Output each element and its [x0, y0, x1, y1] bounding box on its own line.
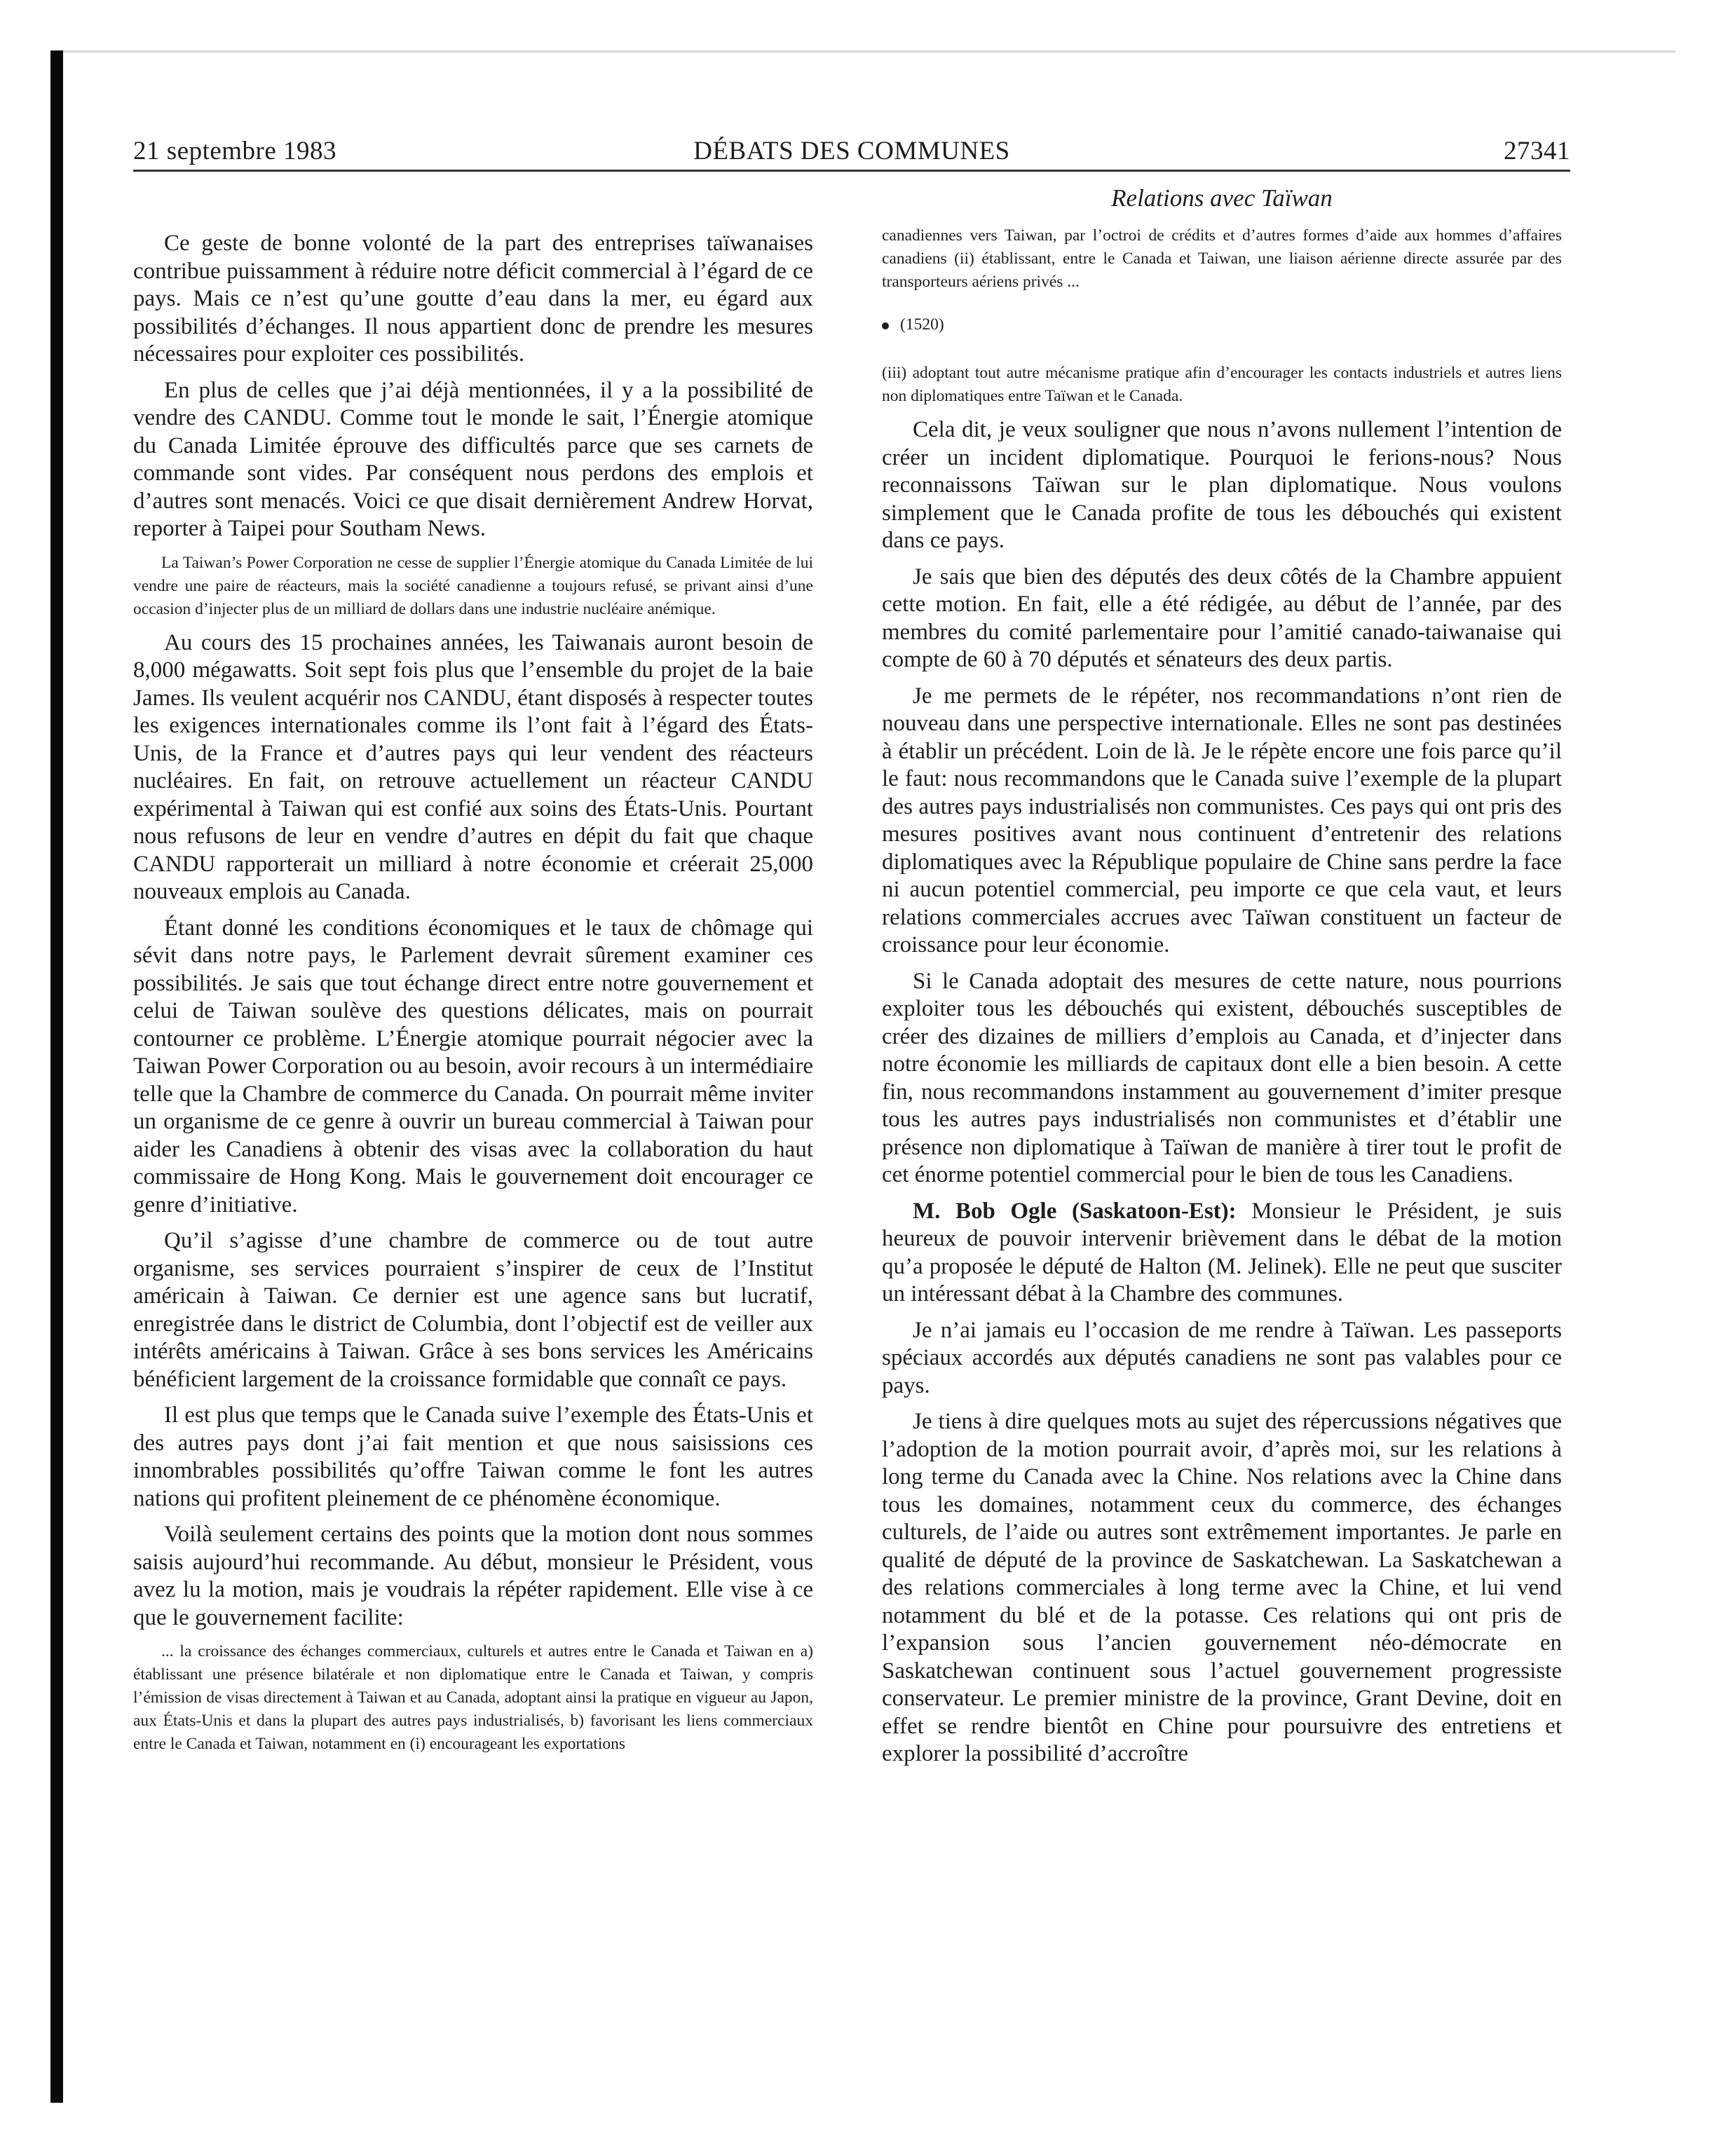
paragraph: Voilà seulement certains des points que la motion dont nous sommes saisis aujourd’hui recommande. Au début, monsieur le Président, vous avez lu la motion, mais je voudrais la répéter rapidement. Elle vise à ce que le gouvernement facilite: [133, 1522, 813, 1630]
paragraph: En plus de celles que j’ai déjà mentionnées, il y a la possibilité de vendre des CANDU. Comme tout le monde le sait, l’Énergie atomique du Canada Limitée éprouve des difficultés parce que ses carnets de commande sont vides. Par conséquent nous perdons des emplois et d’autres sont menacés. Voici ce que disait dernièrement Andrew Horvat, reporter à Taipei pour Southam News. [133, 377, 813, 541]
section-title: Relations avec Taïwan [1111, 184, 1333, 212]
speaker-name: M. Bob Ogle [913, 1198, 1057, 1224]
running-head [133, 133, 1570, 170]
time-stamp [882, 313, 1562, 336]
quotation: La Taiwan’s Power Corporation ne cesse de supplier l’Énergie atomique du Canada Limitée de lui vendre une paire de réacteurs, mais la société canadienne a toujours refusé, se privant ainsi d’une occasion d’injecter plus de un milliard de dollars dans une industrie nucléaire anémique. [133, 553, 813, 618]
document-page [133, 126, 1570, 2117]
motion-quotation-continued: canadiennes vers Taiwan, par l’octroi de crédits et d’autres formes d’aide aux hommes d’affaires canadiens (ii) établissant, entre le Canada et Taiwan, une liaison aérienne directe assurée par des transporteurs aériens privés ... [882, 226, 1562, 291]
speaker-text: Monsieur le Président, je suis heureux de pouvoir intervenir brièvement dans le débat de la motion qu’a proposée le député de Halton (M. Jelinek). Elle ne peut que susciter un intéressant débat à la Chambre des communes. [882, 1198, 1562, 1306]
paragraph: Je n’ai jamais eu l’occasion de me rendre à Taïwan. Les passeports spéciaux accordés aux députés canadiens ne sont pas valables pour ce pays. [882, 1317, 1562, 1398]
header-rule [133, 170, 1570, 172]
header-title: DÉBATS DES COMMUNES [693, 137, 1010, 165]
time-stamp-text: (1520) [900, 315, 944, 334]
left-column [133, 230, 813, 1764]
paragraph: Ce geste de bonne volonté de la part des entreprises taïwanaises contribue puissamment à réduire notre déficit commercial à l’égard de ce pays. Mais ce n’est qu’une goutte d’eau dans la mer, eu égard aux possibilités d’échanges. Il nous appartient donc de prendre les mesures nécessaires pour exploiter ces possibilités. [133, 231, 813, 367]
speaker-paragraph [882, 1198, 1562, 1309]
paragraph: Il est plus que temps que le Canada suive l’exemple des États-Unis et des autres pays dont j’ai fait mention et que nous saisissions ces innombrables possibilités qu’offre Taiwan comme le font les autres nations qui profitent pleinement de ce phénomène économique. [133, 1403, 813, 1511]
paragraph: Je tiens à dire quelques mots au sujet des répercussions négatives que l’adoption de la motion pourrait avoir, d’après moi, sur les relations à long terme du Canada avec la Chine. Nos relations avec la Chine dans tous les domaines, notamment ceux du commerce, des échanges culturels, de l’aide ou autres sont extrêmement importantes. Je parle en qualité de député de la province de Saskatchewan. La Saskatchewan a des relations commerciales à long terme avec la Chine, et lui vend notamment du blé et de la potasse. Ces relations qui ont pris de l’expansion sous l’ancien gouvernement néo-démocrate en Saskatchewan continuent sous l’actuel gouvernement progressiste conservateur. Le premier ministre de la province, Grant Devine, doit en effet se rendre bientôt en Chine pour poursuivre des entretiens et explorer la possibilité d’accroître [882, 1409, 1562, 1766]
bullet-icon [882, 322, 889, 329]
motion-quotation: ... la croissance des échanges commerciaux, culturels et autres entre le Canada et Taiwan en a) établissant une présence bilatérale et non diplomatique entre le Canada et Taiwan, y compris l’émission de visas directement à Taiwan et au Canada, adoptant ainsi la pratique en vigueur au Japon, aux États-Unis et dans la plupart des autres pays industrialisés, b) favorisant les liens commerciaux entre le Canada et Taiwan, notamment en (i) encourageant les exportations [133, 1642, 813, 1753]
paragraph: Qu’il s’agisse d’une chambre de commerce ou de tout autre organisme, ses services pourraient s’inspirer de ceux de l’Institut américain à Taiwan. Ce dernier est une agence sans but lucratif, enregistrée dans le district de Columbia, dont l’objectif est de veiller aux intérêts américains à Taiwan. Grâce à ses bons services les Américains bénéficient largement de la croissance formidable que connaît ce pays. [133, 1228, 813, 1392]
motion-quotation-iii: (iii) adoptant tout autre mécanisme pratique afin d’encourager les contacts industriels et autres liens non diplomatiques entre Taïwan et le Canada. [882, 364, 1562, 405]
speaker-riding: (Saskatoon-Est): [1071, 1198, 1237, 1224]
paragraph: Je me permets de le répéter, nos recommandations n’ont rien de nouveau dans une perspective internationale. Elles ne sont pas destinées à établir un précédent. Loin de là. Je le répète encore une fois parce qu’il le faut: nous recommandons que le Canada suive l’exemple de la plupart des autres pays industrialisés non communistes. Ces pays qui ont pris des mesures positives avant nous continuent d’entretenir des relations diplomatiques avec la République populaire de Chine sans perdre la face ni aucun potentiel commercial, peu importe ce que cela vaut, et leurs relations commerciales accrues avec Taïwan constituent un facteur de croissance pour leur économie. [882, 683, 1562, 957]
header-date: 21 septembre 1983 [133, 137, 337, 165]
paragraph: Si le Canada adoptait des mesures de cette nature, nous pourrions exploiter tous les débouchés qui existent, débouchés susceptibles de créer des dizaines de milliers d’emplois au Canada, et d’injecter dans notre économie les milliards de capitaux dont elle a bien besoin. A cette fin, nous recommandons instamment au gouvernement d’imiter presque tous les autres pays industrialisés non communistes et d’établir une présence non diplomatique à Taïwan de manière à tirer tout le profit de cet énorme potentiel commercial pour le bien de tous les Canadiens. [882, 968, 1562, 1187]
paragraph: Étant donné les conditions économiques et le taux de chômage qui sévit dans notre pays, le Parlement devrait sûrement examiner ces possibilités. Je sais que tout échange direct entre notre gouvernement et celui de Taiwan soulève des questions délicates, mais on pourrait contourner ce problème. L’Énergie atomique pourrait négocier avec la Taiwan Power Corporation ou au besoin, avoir recours à un intermédiaire telle que la Chambre de commerce du Canada. On pourrait même inviter un organisme de ce genre à ouvrir un bureau commercial à Taiwan pour aider les Canadiens à obtenir des visas avec la collaboration du haut commissaire de Hong Kong. Mais le gouvernement doit encourager ce genre d’initiative. [133, 915, 813, 1217]
scan-top-edge [63, 50, 1675, 53]
right-column [882, 182, 1562, 1777]
paragraph: Au cours des 15 prochaines années, les Taiwanais auront besoin de 8,000 mégawatts. Soit sept fois plus que l’ensemble du projet de la baie James. Ils veulent acquérir nos CANDU, étant disposés à respecter toutes les exigences internationales comme ils l’ont fait à l’égard des États-Unis, de la France et d’autres pays qui leur vendent des réacteurs nucléaires. En fait, on retrouve actuellement un réacteur CANDU expérimental à Taiwan qui est confié aux soins des États-Unis. Pourtant nous refusons de leur en vendre d’autres en dépit du fait que chaque CANDU rapporterait un milliard à notre économie et créerait 25,000 nouveaux emplois au Canada. [133, 629, 813, 904]
paragraph: Cela dit, je veux souligner que nous n’avons nullement l’intention de créer un incident diplomatique. Pourquoi le ferions-nous? Nous reconnaissons Taïwan sur le plan diplomatique. Nous voulons simplement que le Canada profite de tous les débouchés qui existent dans ce pays. [882, 417, 1562, 553]
scan-edge [50, 50, 63, 2103]
paragraph: Je sais que bien des députés des deux côtés de la Chambre appuient cette motion. En fait, elle a été rédigée, au début de l’année, par des membres du comité parlementaire pour l’amitié canado-taiwanaise qui compte de 60 à 70 députés et sénateurs des deux partis. [882, 564, 1562, 672]
page-number: 27341 [1504, 137, 1570, 165]
